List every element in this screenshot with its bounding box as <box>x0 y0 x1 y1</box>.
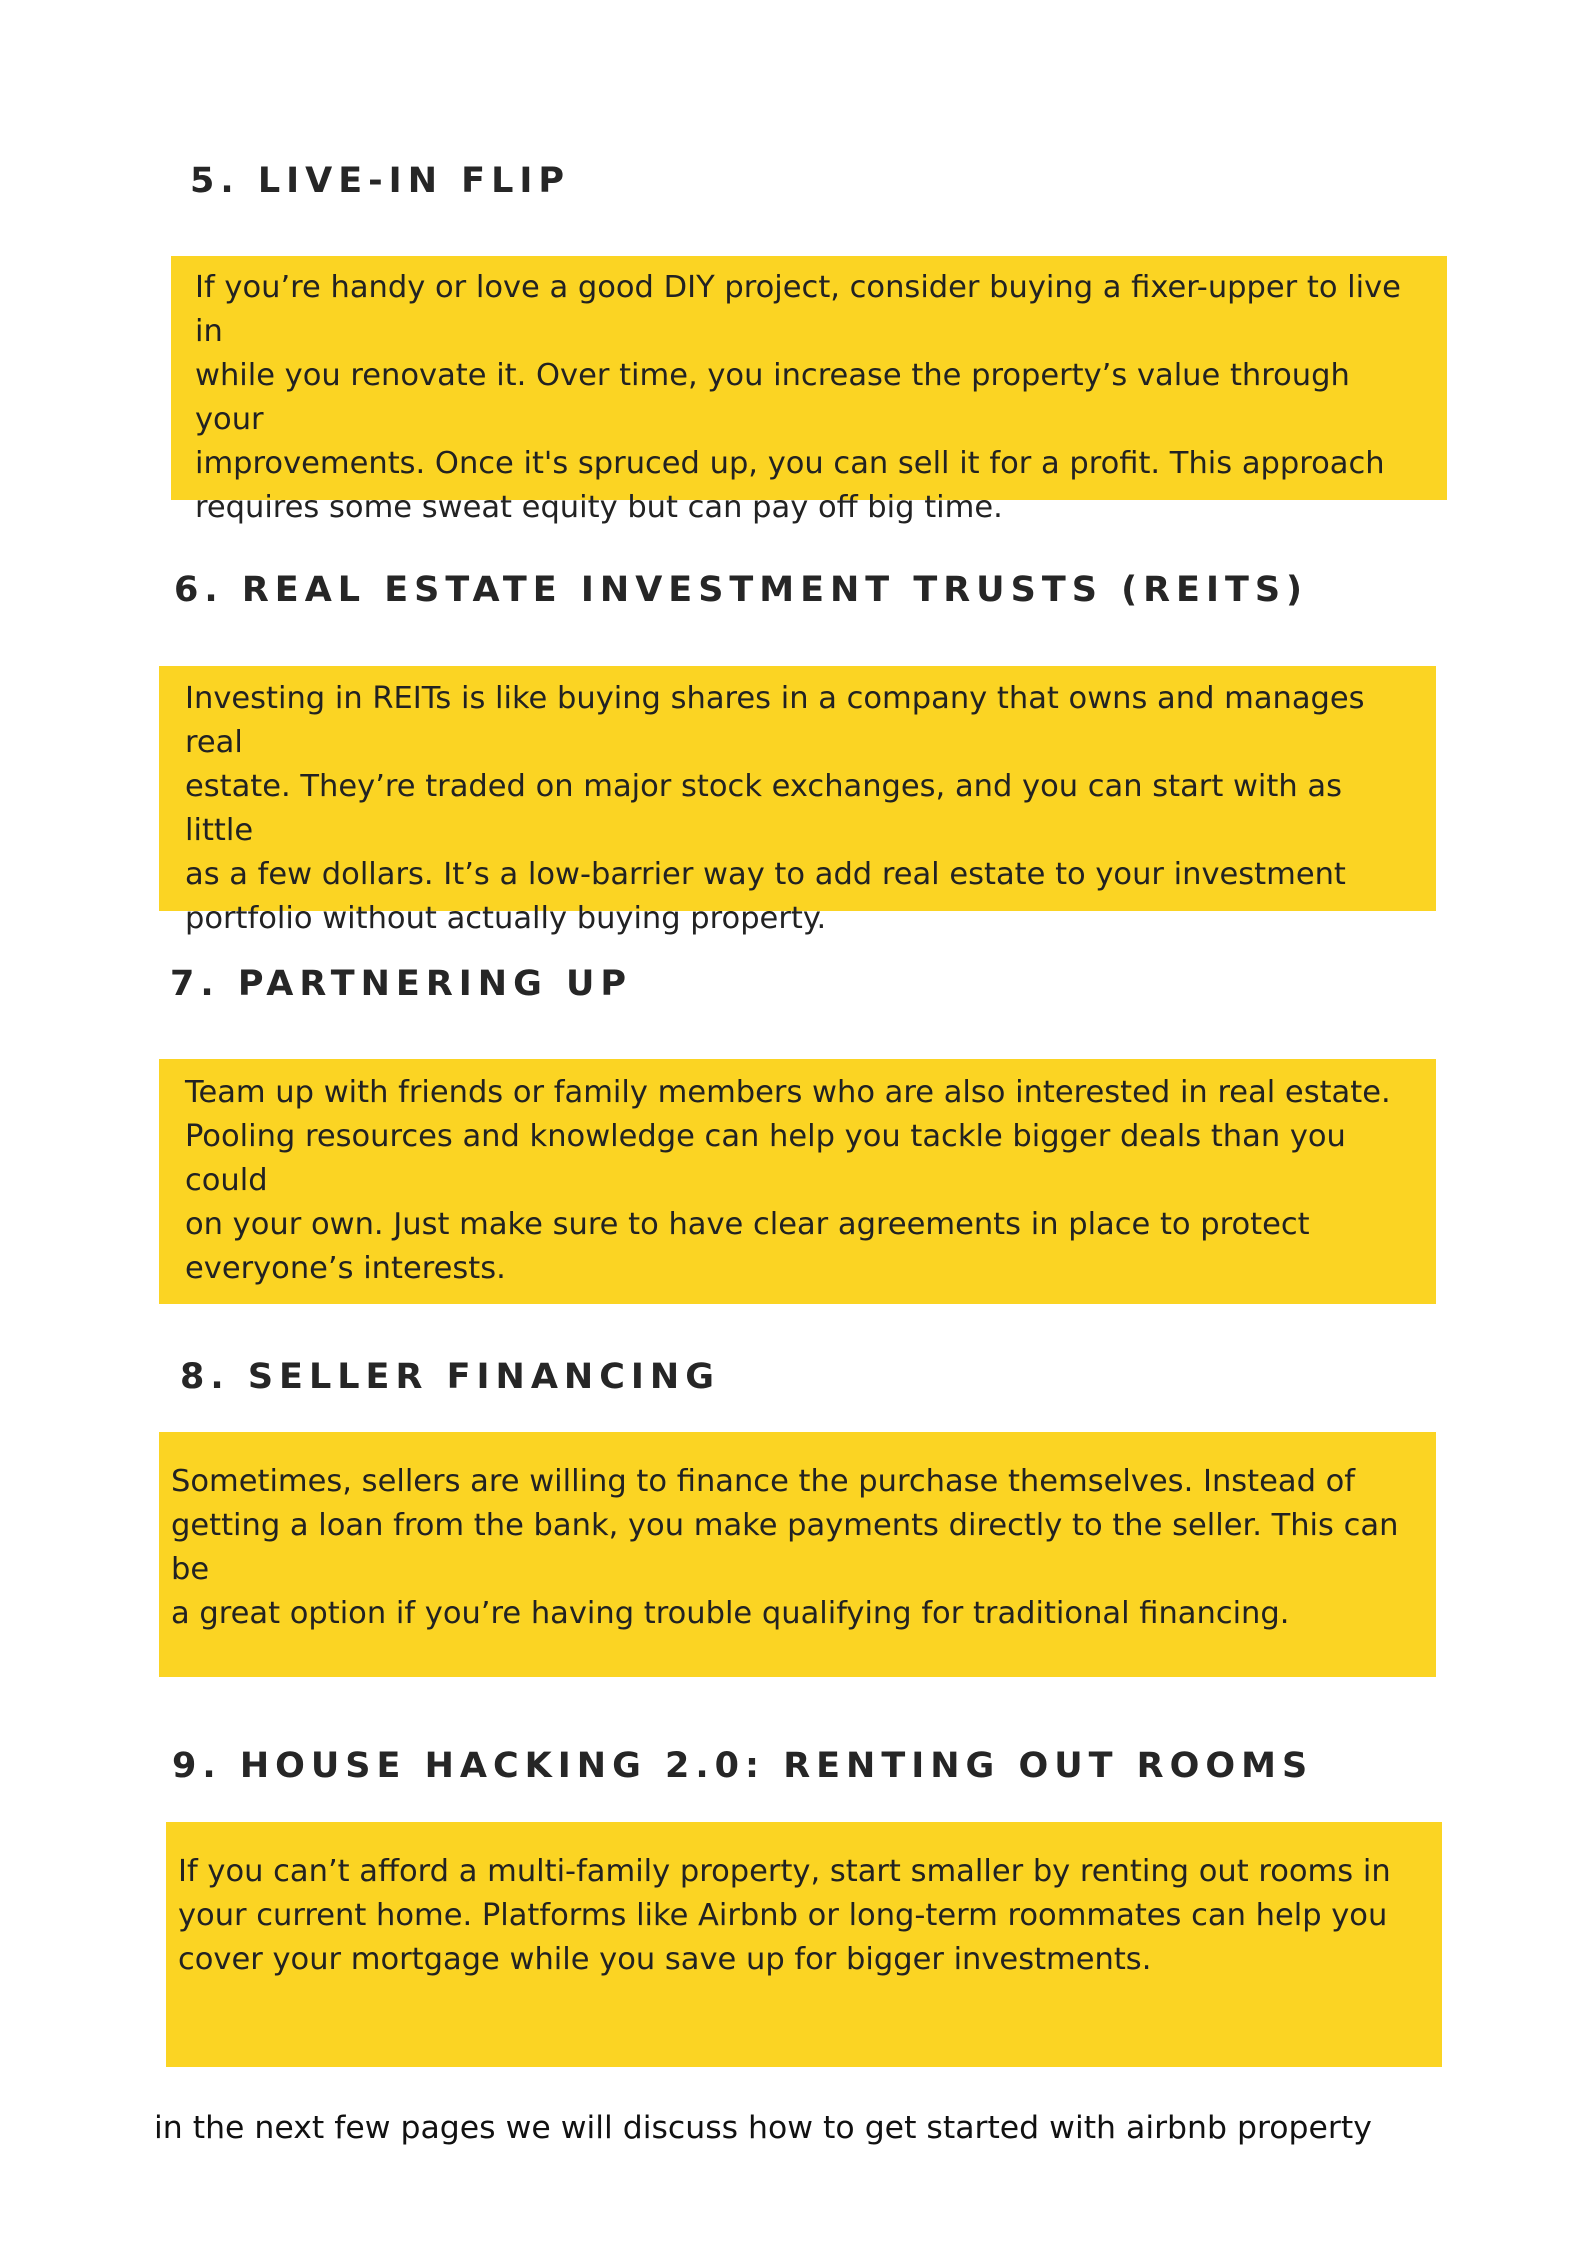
card-text-line: If you can’t afford a multi-family property, start smaller by renting out rooms in <box>178 1854 1391 1889</box>
card-text-line: Team up with friends or family members who are also interested in real estate. <box>185 1075 1391 1110</box>
card-text-line: If you’re handy or love a good DIY project, consider buying a fixer-upper to live in <box>195 270 1401 349</box>
card-text-line: while you renovate it. Over time, you increase the property’s value through your <box>195 358 1350 437</box>
section-card-live-in-flip <box>171 256 1447 525</box>
card-text-line: on your own. Just make sure to have clear agreements in place to protect <box>185 1207 1310 1242</box>
section-heading-live-in-flip: 5. LIVE-IN FLIP <box>190 161 571 201</box>
card-text-line: requires some sweat equity but can pay off big time. <box>195 490 1003 525</box>
footer-note: in the next few pages we will discuss how to get started with airbnb property <box>154 2110 1372 2146</box>
card-text-line: Investing in REITs is like buying shares in a company that owns and manages real <box>185 681 1365 760</box>
card-text-line: portfolio without actually buying property. <box>185 901 827 936</box>
card-text-line: cover your mortgage while you save up for bigger investments. <box>178 1942 1152 1977</box>
card-text-line: getting a loan from the bank, you make payments directly to the seller. This can be <box>171 1508 1399 1587</box>
card-text-line: estate. They’re traded on major stock exchanges, and you can start with as little <box>185 769 1342 848</box>
section-heading-partnering-up: 7. PARTNERING UP <box>170 964 633 1004</box>
card-text-line: as a few dollars. It’s a low-barrier way to add real estate to your investment <box>185 857 1346 892</box>
section-card-partnering-up <box>159 1059 1436 1304</box>
section-heading-seller-financing: 8. SELLER FINANCING <box>180 1357 720 1397</box>
section-heading-reits: 6. REAL ESTATE INVESTMENT TRUSTS (REITS) <box>174 570 1309 610</box>
card-text-line: improvements. Once it's spruced up, you can sell it for a profit. This approach <box>195 446 1385 481</box>
section-card-reits <box>159 666 1436 936</box>
section-card-house-hacking <box>166 1822 1442 2067</box>
card-text-line: a great option if you’re having trouble qualifying for traditional financing. <box>171 1596 1290 1631</box>
card-text-line: your current home. Platforms like Airbnb or long-term roommates can help you <box>178 1898 1388 1933</box>
card-text-line: everyone’s interests. <box>185 1251 506 1286</box>
section-card-seller-financing <box>159 1432 1436 1677</box>
section-heading-house-hacking: 9. HOUSE HACKING 2.0: RENTING OUT ROOMS <box>172 1746 1314 1786</box>
card-text-line: Sometimes, sellers are willing to finance the purchase themselves. Instead of <box>171 1464 1356 1499</box>
card-text-line: Pooling resources and knowledge can help you tackle bigger deals than you could <box>185 1119 1346 1198</box>
